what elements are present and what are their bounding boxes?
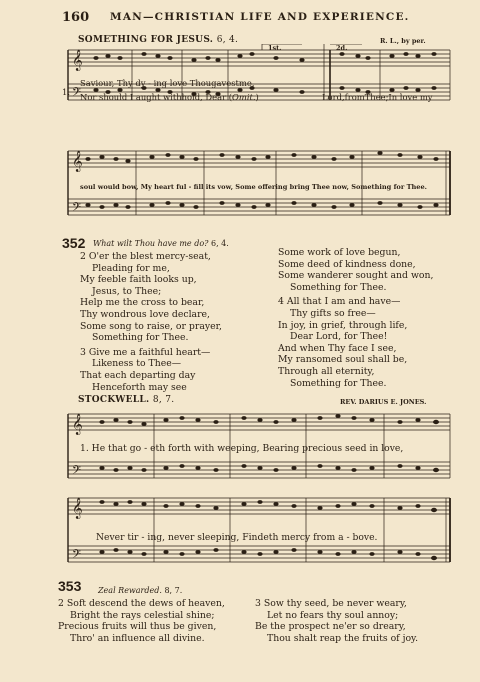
tune2-title — [78, 395, 174, 405]
svg-text:𝄢: 𝄢 — [72, 548, 82, 564]
svg-text:𝄢: 𝄢 — [72, 86, 82, 102]
hymn353-right-column: 3 Sow thy seed, be never weary, Let no fears thy soul annoy; Be the prospect ne'er so dreary, Thou shalt reap the fruits of joy. — [255, 598, 419, 644]
omit-marker: Omit. — [232, 92, 256, 102]
tune1-lyric-3: Lord,fromThee;In love my — [322, 92, 433, 102]
hymn352-verse-2: 2 O'er the blest mercy-seat, Pleading for me, My feeble faith looks up, Jesus, to Thee; Help me the cross to bear, Thy wondrous love declare, Some song to raise, or prayer, Something for Thee. — [80, 251, 222, 344]
hymn352-number: 352 — [62, 235, 86, 251]
tune1-lyric-1: Saviour, Thy dy - ing love Thougavestme, — [80, 78, 255, 88]
running-head: MAN—CHRISTIAN LIFE AND EXPERIENCE. — [110, 11, 410, 23]
hymn352-verse-3: 3 Give me a faithful heart— Likeness to Thee— That each departing day Henceforth may see — [80, 346, 211, 393]
tune1-credit: R. L., by per. — [380, 37, 426, 45]
hymn352-verse-4: 4 All that I am and have— Thy gifts so free— In joy, in grief, through life, Dear Lord, for Thee! And when Thy face I see, My ransomed soul shall be, Through all eternity, Something for Thee. — [278, 296, 408, 389]
svg-text:𝄞: 𝄞 — [72, 50, 83, 71]
page-header — [62, 10, 462, 26]
tune2-credit: REV. DARIUS E. JONES. — [340, 398, 427, 406]
hymn353-left-column: 2 Soft descend the dews of heaven, Bright the rays celestial shine; Precious fruits will thus be given, Thro' an influence all divine. — [58, 598, 225, 644]
tune1-verse-number: 1. — [62, 87, 70, 97]
tune1-lyric-4: soul would bow, My heart ful - fill its vow, Some offering bring Thee now, Something for Thee. — [80, 183, 427, 191]
hymn352-title: What wilt Thou have me do? 6, 4. — [93, 239, 229, 248]
tune1-lyric-2: Nor should I aught withhold, Dear (Omit.) — [80, 92, 259, 102]
page-number: 160 — [62, 10, 90, 25]
svg-text:𝄢: 𝄢 — [72, 464, 82, 480]
svg-text:𝄞: 𝄞 — [72, 414, 83, 435]
hymn353-number: 353 — [58, 578, 82, 594]
hymn352-verse-3-cont: Some work of love begun, Some deed of kindness done, Some wanderer sought and won, Something for Thee. — [278, 247, 434, 293]
tune1-name: SOMETHING FOR JESUS. — [78, 35, 214, 45]
tune1-meter: 6, 4. — [216, 35, 239, 45]
svg-text:𝄞: 𝄞 — [72, 498, 83, 519]
hymn352-left-column — [80, 251, 222, 396]
tune1-ending2: 2d. — [336, 44, 348, 52]
svg-text:𝄢: 𝄢 — [72, 201, 82, 217]
tune2-lyric-2: Never tir - ing, never sleeping, Findeth mercy from a - bove. — [96, 532, 378, 543]
hymn352-right-column — [278, 247, 433, 392]
tune2-lyric-1: 1. He that go - eth forth with weeping, Bearing precious seed in love, — [80, 443, 404, 454]
svg-text:𝄞: 𝄞 — [72, 151, 83, 172]
tune2-meter: 8, 7. — [152, 395, 175, 405]
tune2-name: STOCKWELL. — [78, 395, 150, 405]
hymn353-title: Zeal Rewarded. 8, 7. — [98, 586, 183, 595]
tune1-ending1: 1st. — [268, 44, 282, 52]
